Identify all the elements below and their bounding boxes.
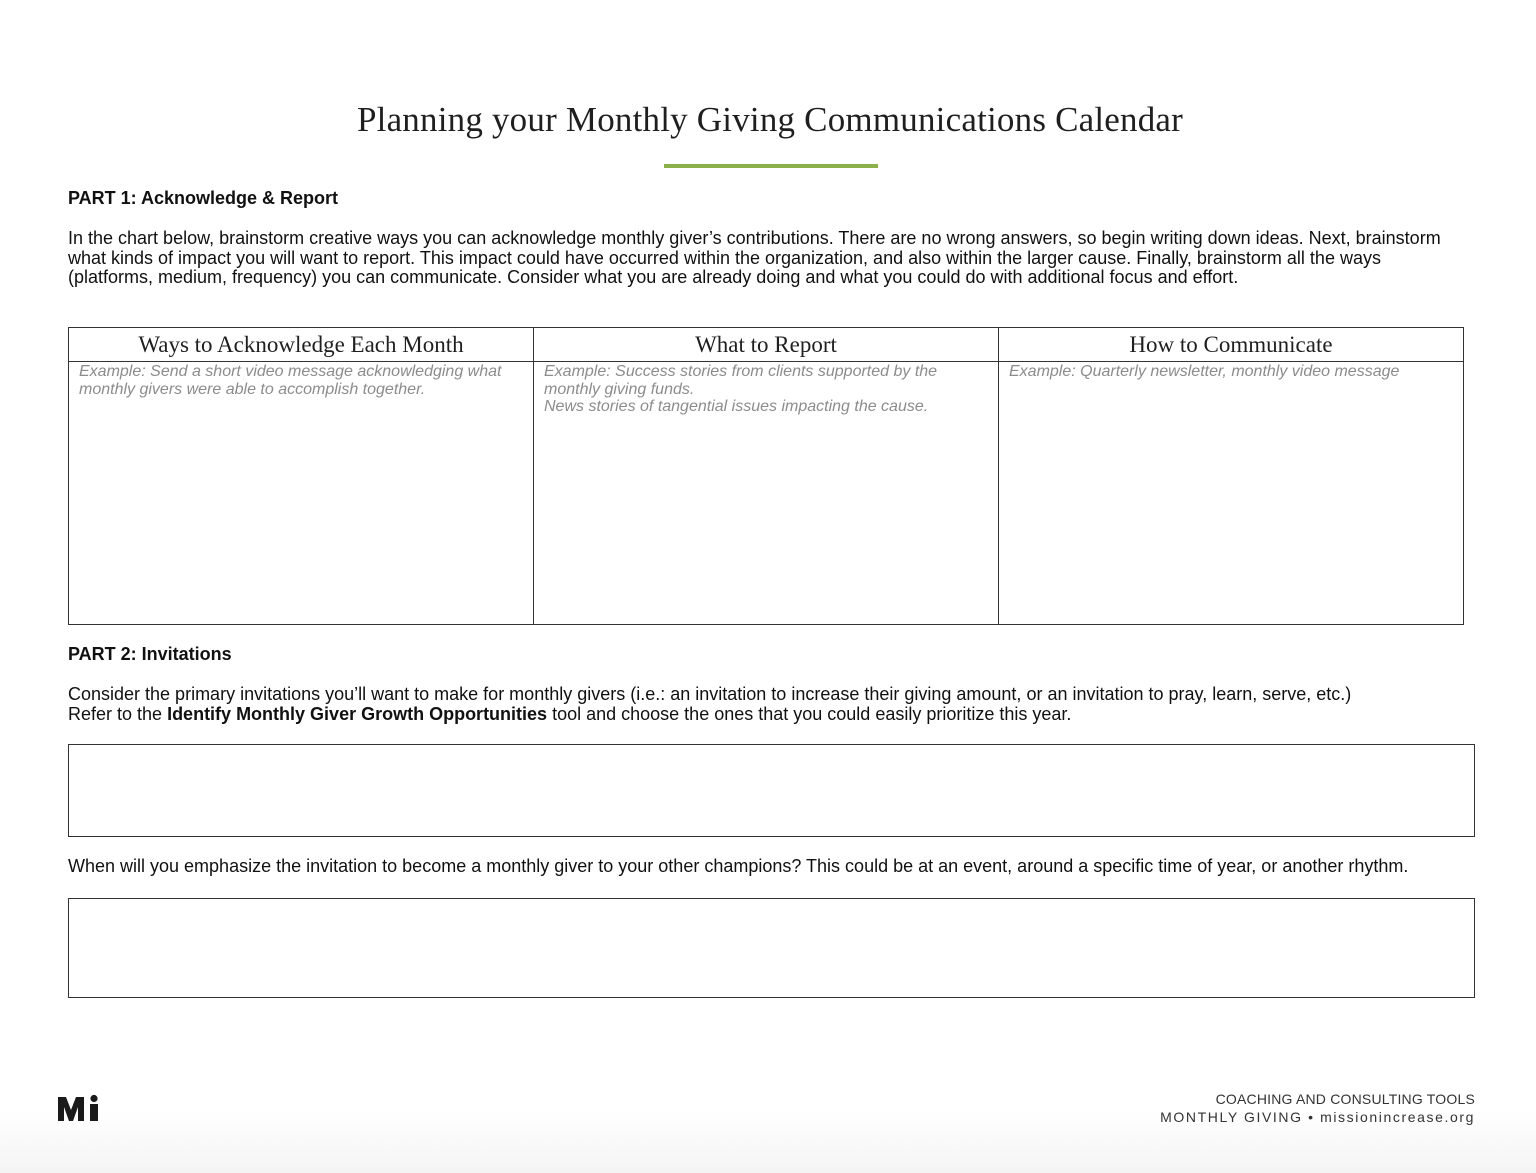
column-body[interactable] [999,362,1463,624]
part2-intro-line2 [68,705,1468,725]
footer-tagline: COACHING AND CONSULTING TOOLS [1215,1091,1475,1107]
title-divider [664,164,878,168]
intro-suffix: tool and choose the ones that you could easily prioritize this year. [547,703,1072,724]
column-body[interactable] [69,362,533,624]
invitations-answer-box[interactable] [68,744,1475,837]
brainstorm-table [68,327,1464,625]
column-report[interactable] [534,328,999,624]
column-communicate[interactable] [999,328,1463,624]
page-title: Planning your Monthly Giving Communications Calendar [356,100,1184,139]
part2-intro [68,685,1468,724]
question-emphasize: When will you emphasize the invitation to become a monthly giver to your other champions? This could be at an event, around a specific time of year, or another rhythm. [68,856,1409,876]
part1-heading: PART 1: Acknowledge & Report [68,188,339,208]
part2-heading: PART 2: Invitations [68,644,232,664]
intro-prefix: Refer to the [68,703,168,724]
part1-intro: In the chart below, brainstorm creative ways you can acknowledge monthly giver’s contributions. There are no wrong answers, so begin writing down ideas. Next, brainstorm what kinds of impact you will want to report. This impact could have occurred within the organization, and also within the larger cause. Finally, brainstorm all the ways (platforms, medium, frequency) you can communicate. Consider what you are already doing and what you could do with additional focus and effort. [68,228,1441,287]
column-body[interactable] [534,362,998,624]
footer-site: MONTHLY GIVING • missionincrease.org [1160,1109,1475,1125]
part2-intro-line1: Consider the primary invitations you’ll want to make for monthly givers (i.e.: an invitation to increase their giving amount, or an invitation to pray, learn, serve, etc.) [68,684,1352,704]
example-text: Example: Send a short video message acknowledging what monthly givers were able to accomplish together. [79,363,502,398]
column-header: What to Report [534,328,998,362]
emphasize-answer-box[interactable] [68,898,1475,998]
example-text: Example: Success stories from clients supported by the monthly giving funds. News stories of tangential issues impacting the cause. [544,363,938,415]
mission-increase-logo [57,1094,103,1122]
example-text: Example: Quarterly newsletter, monthly video message [1009,363,1400,380]
tool-reference: Identify Monthly Giver Growth Opportunities [167,703,548,724]
column-acknowledge[interactable] [69,328,534,624]
column-header: How to Communicate [999,328,1463,362]
column-header: Ways to Acknowledge Each Month [69,328,533,362]
